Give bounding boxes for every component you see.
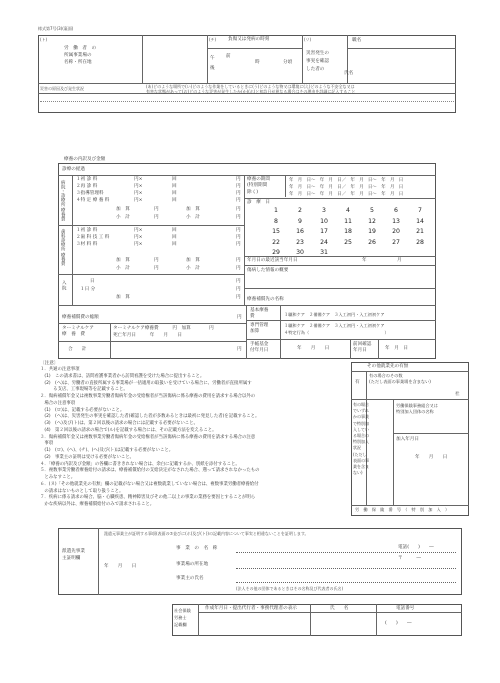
rehab-label: 傷病した情報の概要: [247, 268, 289, 273]
calendar-day: 9: [298, 217, 302, 225]
other-work-join-ymd[interactable]: 年 月 日: [415, 455, 448, 460]
employer-input[interactable]: [144, 37, 205, 81]
visit-date[interactable]: 年 月 日: [297, 346, 330, 351]
other-work-have: 有: [355, 380, 360, 385]
calendar-day: 31: [320, 249, 328, 256]
calendar-day: 19: [368, 228, 376, 235]
calendar-day: 8: [274, 217, 278, 225]
dispatch-items: １職和ケア ２備備ケア ３入工初円・入工初初ケア: [284, 312, 385, 317]
other-work-count-input[interactable]: [370, 388, 452, 398]
calendar-day: 2: [298, 207, 302, 214]
witness-title-field: 職名: [352, 38, 362, 43]
cause-label: 災害の原因及び発生状況: [40, 86, 84, 91]
witness-marker: (リ): [304, 37, 312, 42]
calendar-day: 3: [322, 207, 326, 214]
other-work-unit: 社: [455, 392, 460, 397]
injury-time-label: 負傷又は発病の時刻: [228, 37, 270, 42]
confirm-date[interactable]: 年 月 日: [385, 346, 408, 351]
agent-label: 社会保険 労務士 記載欄: [174, 608, 191, 627]
cert-phone[interactable]: 電話( ) ―: [398, 545, 434, 550]
calendar-day: 10: [320, 217, 328, 225]
cert-note: (法人その他の団体であるときはその名称及び代表者の氏名): [236, 586, 344, 591]
agent-name-input[interactable]: [312, 614, 374, 634]
agent-col2: 氏 名: [330, 606, 349, 611]
agent-col3: 電話番号: [396, 606, 415, 611]
visit-label: 手帳基金 付年月日: [250, 342, 269, 353]
calendar-day: 4: [346, 207, 350, 214]
calendar-day: 22: [272, 238, 280, 246]
calendar-day: 26: [368, 238, 376, 246]
witness-name-field: 氏名: [344, 71, 354, 76]
rehab-details: 療養補償費の総額: [62, 315, 99, 320]
calendar-day: 20: [392, 228, 400, 235]
cert-statement: 派遣元事業主が証明する事項(表面の⑦並びに(ホ)及び(ト))の記載内容について事実と相違ないことを証明します。: [104, 531, 309, 536]
medical-section-title: 療養の内訳及び金額: [64, 157, 106, 162]
cause-desc-b: 有害な状態があって(お)どのような災害が発生したか(か)(ホ)と初診日が異なる場合はその理由を詳細に記入すること: [146, 89, 356, 94]
rehab-details-yen: 円: [237, 315, 242, 320]
calendar-day: 28: [416, 238, 424, 246]
terminal-care-label: ターミナルケア 療 養 費: [62, 326, 94, 337]
support-sub: ４特定行為（ ）: [284, 330, 389, 335]
calendar-day: 14: [416, 217, 424, 225]
inpatient-label: 入 院: [61, 280, 67, 291]
injury-time-marker: (チ): [209, 37, 217, 42]
cert-date[interactable]: 年 月 日: [104, 564, 137, 569]
period-line-c[interactable]: 年 月 日～ 年 月 日／ 年 月 日～ 年 月 日: [289, 192, 404, 197]
dental-block-label: 歯科診療所 療養費: [60, 229, 66, 266]
calendar-day: 29: [272, 249, 280, 256]
calendar-day: 5: [370, 207, 374, 214]
calendar-day: 15: [272, 228, 280, 235]
calendar-day: 27: [392, 238, 400, 246]
notes-list: １．共通の注意事項 (1) この請求書は、訪問看護事業者から訪問看護を受けた場合に提出すること。 (2) (ヘ)は、労働者の直接所属する事業場が一括適用の取扱いを受けている場合に、労働者が直接所属す る支店、工事現場等を記載すること。 ２．傷病補償年金又は複数事業労働者傷病年金の受給権者が当該傷病に係る療養の費用を請求する場合以外の 場合の注意事項 (1) (ロ)は、記載する必要がないこと。 (2) (ヘ)は、災害発生の事実を確認した者(確認した者が多数あるときは最初に発見した者)を記載すること。 (3) (ヘ)及び(ト)は、第２回以後の請求の場合には記載する必要がないこと。 (4) 第２回以後の請求の場合で(ル)を記載する場合には、その記載方法を変えること。 ３．傷病補償年金又は複数事業労働者傷病年金の受給権者が当該傷病に係る療養の費用を請求する場合の注意 事項 (1) (ロ)、(ヘ)、(チ)、(ヘ)及び(ト)は記載する必要がないこと。 (2) 事業主の証明は受ける必要がないこと。 ４．「療養の内訳及び金額」の各欄に書ききれない場合は、余白に記載するか、別紙を添付すること。 ５．複数事業労働者療養給付の請求は、療養補償給付の支給決定がなされた場合、遡って請求されなかったもの とみなすこと。 ６．(ヌ)「その他就業先の有無」欄の記載がない場合又は複数就業していない場合は、複数事業労働者療養給付 の請求はないものとして取り扱うこと。 ７．疾病に係る請求の場合、脳・心臓疾患、精神障害及びその他二以上の事業の業務を要因とすることが明ら かな疾病以外は、療養補償給付のみで請求されること。: [40, 367, 260, 507]
injury-time-hour: 時: [255, 60, 260, 65]
other-work-join-date: 加入年月日: [396, 437, 419, 442]
total-label: 合 計: [68, 347, 87, 352]
calendar-day: 12: [368, 217, 376, 225]
witness-name-input[interactable]: [360, 66, 453, 80]
calendar-day: 21: [416, 228, 424, 235]
medical-route-label: 診療の経過: [62, 167, 85, 172]
rehab-facility: 療養補償先の名称: [247, 297, 284, 302]
cert-company: 事 業 の 名 称: [176, 546, 218, 551]
period-label: 療養の期間 (特別期間 除く): [247, 177, 270, 195]
days-label: 診 療 日: [247, 200, 270, 205]
calendar-day: 7: [418, 207, 422, 214]
cert-left-label: 派遣先事業 主証明欄: [62, 549, 85, 561]
notes-heading: 〔注意〕: [40, 361, 59, 366]
last-note: 年月日の最近該当年月日: [247, 258, 298, 263]
injury-time-input[interactable]: [236, 52, 298, 80]
other-work-number-label: 労 働 保 険 番 号 （ 特 別 加 入 ）: [355, 507, 450, 512]
cert-zip[interactable]: 〒 ―: [398, 556, 421, 561]
agent-phone[interactable]: ( ) ―: [385, 621, 412, 626]
period-line-b[interactable]: 年 月 日～ 年 月 日／ 年 月 日～ 年 月 日: [289, 185, 404, 190]
hospital-block-label: 病院・診療所 療養費: [60, 180, 66, 221]
last-note-month: 月: [397, 258, 402, 263]
cert-rep: 事業主の氏名: [176, 576, 204, 581]
cert-address: 事業場の所在地: [176, 562, 209, 567]
total-yen: 円: [237, 347, 242, 352]
calendar-day: 6: [394, 207, 398, 214]
other-work-count-label: 有の場合のその数 (ただし表面の事業場を含まない): [369, 373, 431, 384]
calendar-day: 11: [344, 217, 352, 225]
calendar-day: 23: [296, 238, 304, 246]
witness-title-input[interactable]: [365, 36, 453, 47]
injury-time-prefix: 前: [226, 54, 231, 59]
employer-marker: (ト): [40, 37, 48, 42]
cause-desc-a: (あ)どのような場所で(い)どのような作業をしているときに(う)どのような物又は環境に(え)どのような不安全な又は: [146, 84, 355, 89]
witness-label: 災害発生の 事実を確認 した者の: [306, 51, 329, 72]
last-note-year: 年: [362, 258, 367, 263]
terminal-care-detail: ターミナルケア療養費 円 加算 円: [113, 326, 214, 331]
cause-input[interactable]: [40, 101, 454, 111]
confirm-label: 前回確認 年月日: [353, 342, 372, 353]
agent-col1: 作成年月日・提出代行者・事務代理者の表示: [205, 606, 297, 611]
other-work-insured-label: 有の場合 でいずれ かの事業 で特別加 入してい る場合の 特別加入 状況 (ただし 表面の事 業を含ま ない): [353, 402, 369, 476]
other-work-insured-name: 労働保険事務組合又は 特別加入団体の名称: [396, 403, 438, 414]
calendar-day: 18: [344, 228, 352, 235]
calendar-grid[interactable]: [264, 206, 432, 259]
support-label: 専門管理 加算: [250, 323, 269, 334]
support-items: １職和ケア ２備備ケア ３入工初円・入工初初ケア: [284, 323, 385, 328]
dispatch-label: 基本療養 費: [250, 308, 269, 319]
period-line-a[interactable]: 年 月 日～ 年 月 日／ 年 月 日～ 年 月 日: [289, 178, 404, 183]
calendar-day: 30: [296, 249, 304, 256]
calendar-day: 17: [320, 228, 328, 235]
agent-date-input[interactable]: [200, 614, 308, 634]
other-work-title: その他就業先の有無: [367, 364, 409, 369]
calendar-day: 13: [392, 217, 400, 225]
calendar-day: 1: [274, 207, 278, 214]
form-title: 様式第7号(3)(裏面): [38, 26, 74, 31]
calendar-day: 25: [344, 238, 352, 246]
calendar-day: 24: [320, 238, 328, 246]
injury-time-ampm: 午 後: [210, 56, 215, 71]
terminal-care-date: 死亡年月日 年 月 日: [113, 333, 182, 338]
calendar-day: 16: [296, 228, 304, 235]
injury-time-minute: 分頃: [283, 60, 293, 65]
employer-label: 労 働 者 の 所属事業場の 名称・所在地: [64, 46, 97, 65]
